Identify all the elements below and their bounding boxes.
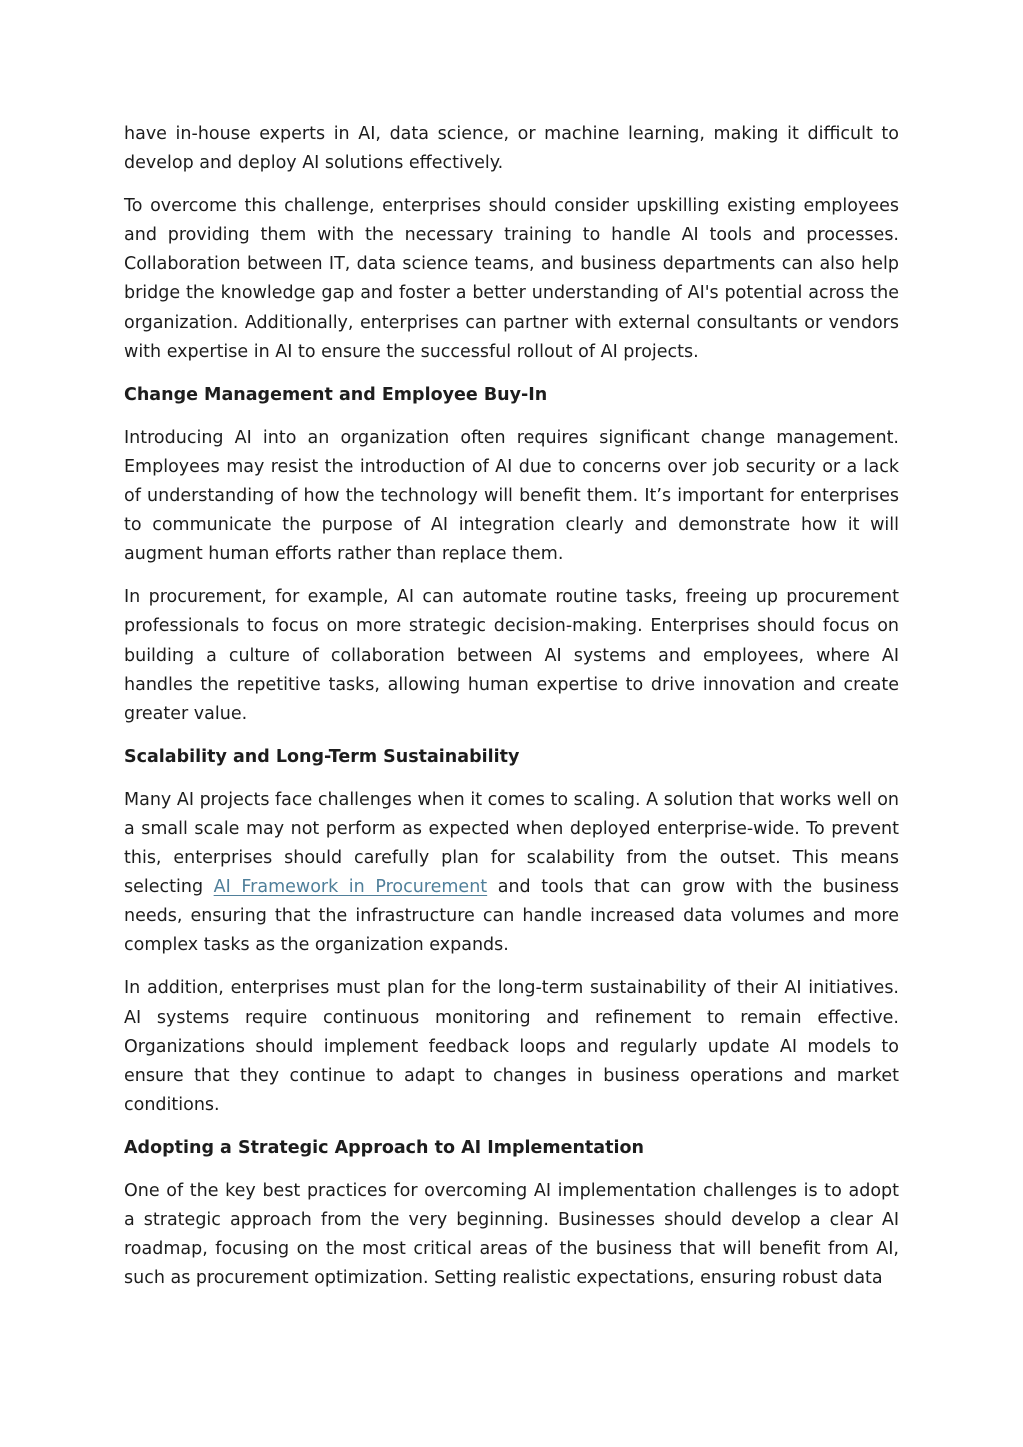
paragraph-scaling-text-before: Many AI projects face challenges when it comes to scaling. A solution that works well on a small scale may not perform as expected when deployed enterprise-wide. To prevent this, enterprises should carefully plan for scalability from the outset. This means selecting [124, 789, 899, 898]
paragraph-expertise-gap: have in-house experts in AI, data science, or machine learning, making it difficult to develop and deploy AI solutions effectively. [124, 124, 899, 174]
heading-strategic-approach: Adopting a Strategic Approach to AI Implementation [124, 1137, 644, 1158]
paragraph-sustainability: In addition, enterprises must plan for the long-term sustainability of their AI initiatives. AI systems require continuous monitoring and refinement to remain effective. Organizations should implement feedback loops and regularly update AI models to ensure that they continue to adapt to changes in business operations and market conditions. [124, 978, 899, 1115]
ai-framework-link[interactable]: AI Framework in Procurement [213, 877, 488, 898]
paragraph-introducing-ai: Introducing AI into an organization often requires significant change management. Employees may resist the introduction of AI due to concerns over job security or a lack of understanding of how the technology will benefit them. It’s important for enterprises to communicate the purpose of AI integration clearly and demonstrate how it will augment human efforts rather than replace them. [124, 427, 899, 565]
paragraph-scaling-text-after: and tools that can grow with the business needs, ensuring that the infrastructure can handle increased data volumes and more complex tasks as the organization expands. [124, 877, 899, 956]
document-page [124, 120, 899, 1307]
paragraph-best-practices: One of the key best practices for overcoming AI implementation challenges is to adopt a strategic approach from the very beginning. Businesses should develop a clear AI roadmap, focusing on the most critical areas of the business that will benefit from AI, such as procurement optimization. Setting realistic expectations, ensuring robust data [124, 1181, 899, 1289]
paragraph-upskilling: To overcome this challenge, enterprises should consider upskilling existing employees and providing them with the necessary training to handle AI tools and processes. Collaboration between IT, data science teams, and business departments can also help bridge the knowledge gap and foster a better understanding of AI's potential across the organization. Additionally, enterprises can partner with external consultants or vendors with expertise in AI to ensure the successful rollout of AI projects. [124, 196, 899, 362]
heading-change-management: Change Management and Employee Buy-In [124, 384, 548, 405]
heading-scalability: Scalability and Long-Term Sustainability [124, 746, 520, 767]
paragraph-procurement-example: In procurement, for example, AI can automate routine tasks, freeing up procurement professionals to focus on more strategic decision-making. Enterprises should focus on building a culture of collaboration between AI systems and employees, where AI handles the repetitive tasks, allowing human expertise to drive innovation and create greater value. [124, 587, 899, 724]
paragraph-scaling [124, 786, 899, 961]
